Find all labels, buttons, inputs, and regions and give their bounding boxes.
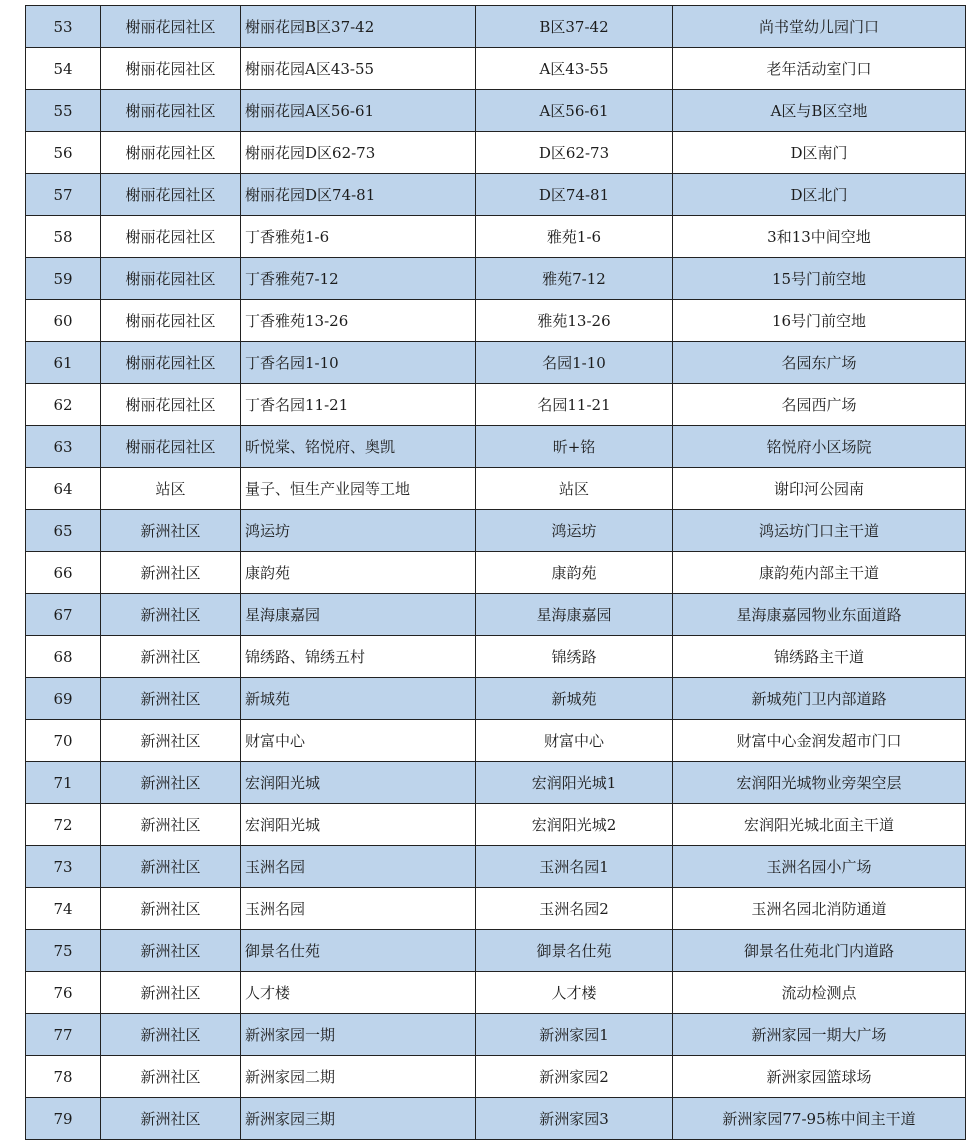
community-cell: 新洲社区 xyxy=(101,678,241,720)
table-row xyxy=(26,90,966,132)
row-number-cell: 55 xyxy=(26,90,101,132)
table-row xyxy=(26,216,966,258)
row-number-cell: 67 xyxy=(26,594,101,636)
location-cell: 新洲家园一期大广场 xyxy=(673,1014,966,1056)
residential-area-cell: 丁香名园11-21 xyxy=(241,384,476,426)
community-cell: 新洲社区 xyxy=(101,636,241,678)
community-cell: 新洲社区 xyxy=(101,762,241,804)
location-cell: 宏润阳光城物业旁架空层 xyxy=(673,762,966,804)
residential-area-cell: 星海康嘉园 xyxy=(241,594,476,636)
table-row xyxy=(26,6,966,48)
residential-area-cell: 锦绣路、锦绣五村 xyxy=(241,636,476,678)
residential-area-cell: 财富中心 xyxy=(241,720,476,762)
row-number-cell: 63 xyxy=(26,426,101,468)
location-cell: 新洲家园77-95栋中间主干道 xyxy=(673,1098,966,1140)
row-number-cell: 56 xyxy=(26,132,101,174)
testing-sites-table-sheet xyxy=(25,5,965,1140)
table-row xyxy=(26,426,966,468)
table-row xyxy=(26,636,966,678)
table-row xyxy=(26,1098,966,1140)
location-cell: 玉洲名园北消防通道 xyxy=(673,888,966,930)
community-cell: 新洲社区 xyxy=(101,552,241,594)
site-short-name-cell: 鸿运坊 xyxy=(476,510,673,552)
site-short-name-cell: 雅苑1-6 xyxy=(476,216,673,258)
residential-area-cell: 丁香雅苑7-12 xyxy=(241,258,476,300)
location-cell: A区与B区空地 xyxy=(673,90,966,132)
location-cell: 御景名仕苑北门内道路 xyxy=(673,930,966,972)
table-row xyxy=(26,510,966,552)
site-short-name-cell: 玉洲名园1 xyxy=(476,846,673,888)
community-cell: 新洲社区 xyxy=(101,594,241,636)
row-number-cell: 71 xyxy=(26,762,101,804)
site-short-name-cell: B区37-42 xyxy=(476,6,673,48)
site-short-name-cell: A区43-55 xyxy=(476,48,673,90)
table-row xyxy=(26,678,966,720)
row-number-cell: 75 xyxy=(26,930,101,972)
site-short-name-cell: 雅苑13-26 xyxy=(476,300,673,342)
location-cell: 15号门前空地 xyxy=(673,258,966,300)
residential-area-cell: 昕悦棠、铭悦府、奥凯 xyxy=(241,426,476,468)
site-short-name-cell: 雅苑7-12 xyxy=(476,258,673,300)
community-cell: 新洲社区 xyxy=(101,510,241,552)
location-cell: D区南门 xyxy=(673,132,966,174)
row-number-cell: 66 xyxy=(26,552,101,594)
table-row xyxy=(26,720,966,762)
location-cell: 康韵苑内部主干道 xyxy=(673,552,966,594)
site-short-name-cell: 人才楼 xyxy=(476,972,673,1014)
residential-area-cell: 丁香雅苑13-26 xyxy=(241,300,476,342)
site-short-name-cell: 宏润阳光城1 xyxy=(476,762,673,804)
table-row xyxy=(26,594,966,636)
residential-area-cell: 宏润阳光城 xyxy=(241,762,476,804)
residential-area-cell: 玉洲名园 xyxy=(241,846,476,888)
table-row xyxy=(26,888,966,930)
row-number-cell: 72 xyxy=(26,804,101,846)
community-cell: 榭丽花园社区 xyxy=(101,258,241,300)
residential-area-cell: 新洲家园二期 xyxy=(241,1056,476,1098)
table-row xyxy=(26,468,966,510)
row-number-cell: 62 xyxy=(26,384,101,426)
table-body xyxy=(26,6,966,1140)
location-cell: 3和13中间空地 xyxy=(673,216,966,258)
residential-area-cell: 榭丽花园D区74-81 xyxy=(241,174,476,216)
site-short-name-cell: 星海康嘉园 xyxy=(476,594,673,636)
location-cell: 新洲家园篮球场 xyxy=(673,1056,966,1098)
site-short-name-cell: 站区 xyxy=(476,468,673,510)
community-cell: 榭丽花园社区 xyxy=(101,132,241,174)
residential-area-cell: 新洲家园一期 xyxy=(241,1014,476,1056)
site-short-name-cell: 新洲家园1 xyxy=(476,1014,673,1056)
location-cell: 尚书堂幼儿园门口 xyxy=(673,6,966,48)
table-row xyxy=(26,762,966,804)
site-short-name-cell: D区62-73 xyxy=(476,132,673,174)
community-cell: 榭丽花园社区 xyxy=(101,342,241,384)
row-number-cell: 54 xyxy=(26,48,101,90)
table-row xyxy=(26,1014,966,1056)
site-short-name-cell: 新城苑 xyxy=(476,678,673,720)
location-cell: 老年活动室门口 xyxy=(673,48,966,90)
site-short-name-cell: 锦绣路 xyxy=(476,636,673,678)
residential-area-cell: 人才楼 xyxy=(241,972,476,1014)
residential-area-cell: 量子、恒生产业园等工地 xyxy=(241,468,476,510)
community-cell: 新洲社区 xyxy=(101,1056,241,1098)
table-row xyxy=(26,846,966,888)
row-number-cell: 70 xyxy=(26,720,101,762)
residential-area-cell: 丁香名园1-10 xyxy=(241,342,476,384)
row-number-cell: 61 xyxy=(26,342,101,384)
location-cell: 新城苑门卫内部道路 xyxy=(673,678,966,720)
community-cell: 榭丽花园社区 xyxy=(101,6,241,48)
site-short-name-cell: D区74-81 xyxy=(476,174,673,216)
table-row xyxy=(26,258,966,300)
table-row xyxy=(26,1056,966,1098)
testing-sites-table xyxy=(25,5,966,1140)
row-number-cell: 64 xyxy=(26,468,101,510)
location-cell: 财富中心金润发超市门口 xyxy=(673,720,966,762)
site-short-name-cell: 新洲家园2 xyxy=(476,1056,673,1098)
location-cell: 名园西广场 xyxy=(673,384,966,426)
row-number-cell: 78 xyxy=(26,1056,101,1098)
residential-area-cell: 宏润阳光城 xyxy=(241,804,476,846)
residential-area-cell: 新洲家园三期 xyxy=(241,1098,476,1140)
site-short-name-cell: 名园11-21 xyxy=(476,384,673,426)
community-cell: 新洲社区 xyxy=(101,1098,241,1140)
community-cell: 榭丽花园社区 xyxy=(101,174,241,216)
community-cell: 新洲社区 xyxy=(101,804,241,846)
row-number-cell: 58 xyxy=(26,216,101,258)
row-number-cell: 76 xyxy=(26,972,101,1014)
location-cell: 锦绣路主干道 xyxy=(673,636,966,678)
table-row xyxy=(26,384,966,426)
table-row xyxy=(26,300,966,342)
community-cell: 站区 xyxy=(101,468,241,510)
location-cell: 宏润阳光城北面主干道 xyxy=(673,804,966,846)
site-short-name-cell: 宏润阳光城2 xyxy=(476,804,673,846)
location-cell: 16号门前空地 xyxy=(673,300,966,342)
site-short-name-cell: 昕+铭 xyxy=(476,426,673,468)
row-number-cell: 68 xyxy=(26,636,101,678)
residential-area-cell: 榭丽花园B区37-42 xyxy=(241,6,476,48)
residential-area-cell: 玉洲名园 xyxy=(241,888,476,930)
community-cell: 新洲社区 xyxy=(101,720,241,762)
row-number-cell: 69 xyxy=(26,678,101,720)
row-number-cell: 59 xyxy=(26,258,101,300)
site-short-name-cell: 康韵苑 xyxy=(476,552,673,594)
row-number-cell: 77 xyxy=(26,1014,101,1056)
site-short-name-cell: A区56-61 xyxy=(476,90,673,132)
community-cell: 榭丽花园社区 xyxy=(101,48,241,90)
location-cell: 铭悦府小区场院 xyxy=(673,426,966,468)
residential-area-cell: 丁香雅苑1-6 xyxy=(241,216,476,258)
site-short-name-cell: 玉洲名园2 xyxy=(476,888,673,930)
location-cell: 流动检测点 xyxy=(673,972,966,1014)
table-row xyxy=(26,804,966,846)
table-row xyxy=(26,972,966,1014)
table-row xyxy=(26,48,966,90)
location-cell: 名园东广场 xyxy=(673,342,966,384)
row-number-cell: 60 xyxy=(26,300,101,342)
community-cell: 榭丽花园社区 xyxy=(101,216,241,258)
location-cell: 星海康嘉园物业东面道路 xyxy=(673,594,966,636)
row-number-cell: 79 xyxy=(26,1098,101,1140)
table-row xyxy=(26,930,966,972)
row-number-cell: 73 xyxy=(26,846,101,888)
site-short-name-cell: 御景名仕苑 xyxy=(476,930,673,972)
site-short-name-cell: 名园1-10 xyxy=(476,342,673,384)
table-row xyxy=(26,174,966,216)
community-cell: 新洲社区 xyxy=(101,972,241,1014)
residential-area-cell: 榭丽花园A区56-61 xyxy=(241,90,476,132)
location-cell: D区北门 xyxy=(673,174,966,216)
location-cell: 玉洲名园小广场 xyxy=(673,846,966,888)
residential-area-cell: 新城苑 xyxy=(241,678,476,720)
location-cell: 谢印河公园南 xyxy=(673,468,966,510)
residential-area-cell: 榭丽花园D区62-73 xyxy=(241,132,476,174)
site-short-name-cell: 新洲家园3 xyxy=(476,1098,673,1140)
table-row xyxy=(26,342,966,384)
row-number-cell: 65 xyxy=(26,510,101,552)
community-cell: 榭丽花园社区 xyxy=(101,426,241,468)
location-cell: 鸿运坊门口主干道 xyxy=(673,510,966,552)
community-cell: 榭丽花园社区 xyxy=(101,384,241,426)
community-cell: 新洲社区 xyxy=(101,930,241,972)
row-number-cell: 74 xyxy=(26,888,101,930)
residential-area-cell: 榭丽花园A区43-55 xyxy=(241,48,476,90)
table-row xyxy=(26,132,966,174)
row-number-cell: 57 xyxy=(26,174,101,216)
site-short-name-cell: 财富中心 xyxy=(476,720,673,762)
residential-area-cell: 御景名仕苑 xyxy=(241,930,476,972)
residential-area-cell: 鸿运坊 xyxy=(241,510,476,552)
community-cell: 榭丽花园社区 xyxy=(101,90,241,132)
community-cell: 新洲社区 xyxy=(101,1014,241,1056)
table-row xyxy=(26,552,966,594)
row-number-cell: 53 xyxy=(26,6,101,48)
residential-area-cell: 康韵苑 xyxy=(241,552,476,594)
community-cell: 新洲社区 xyxy=(101,888,241,930)
community-cell: 榭丽花园社区 xyxy=(101,300,241,342)
community-cell: 新洲社区 xyxy=(101,846,241,888)
